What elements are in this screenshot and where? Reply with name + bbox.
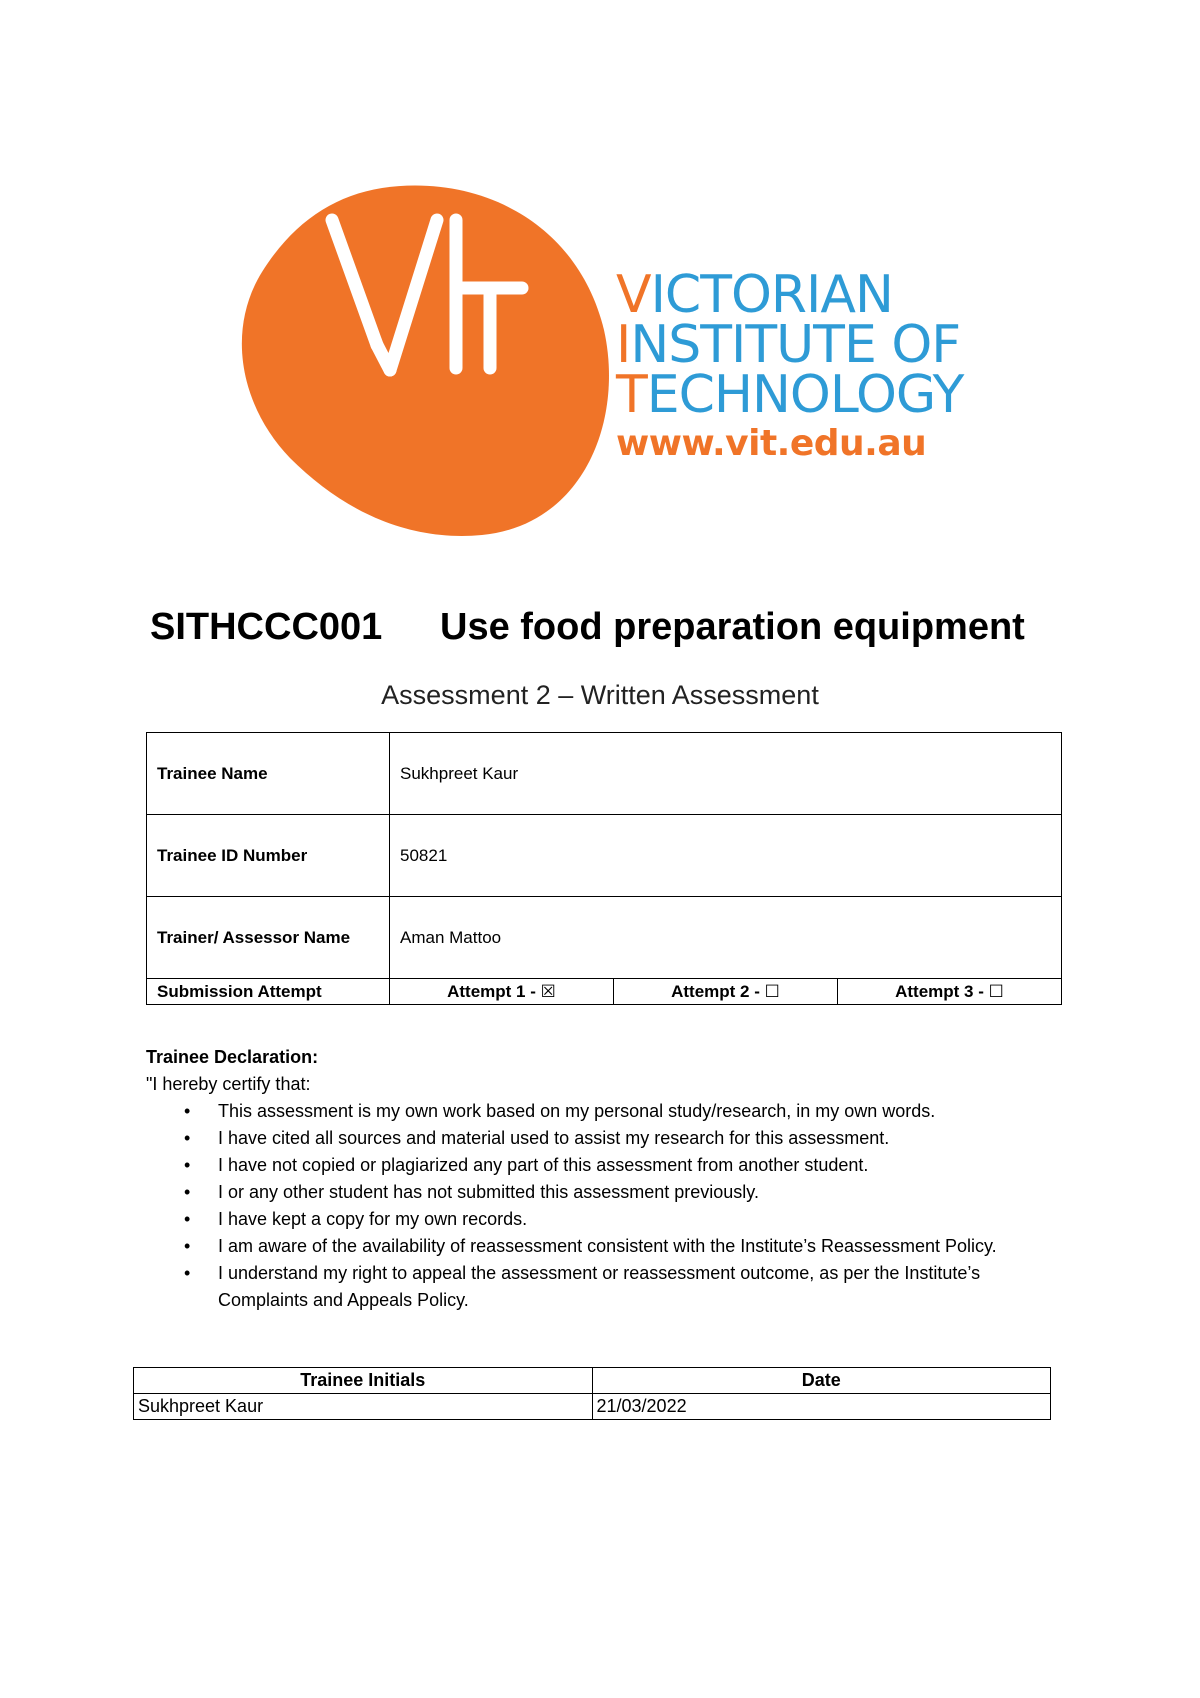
list-item: • I understand my right to appeal the assessment or reassessment outcome, as per the Institute’s Complaints and Appeals Policy. <box>218 1260 1066 1314</box>
attempt-1-cell <box>390 979 614 1005</box>
date-header: Date <box>592 1368 1051 1394</box>
assessor-name-value: Aman Mattoo <box>390 897 1062 979</box>
list-item: • I have not copied or plagiarized any part of this assessment from another student. <box>218 1152 1066 1179</box>
trainee-name-label: Trainee Name <box>147 733 390 815</box>
wordmark-rest: NSTITUTE OF <box>630 315 961 375</box>
wordmark-line-3 <box>616 365 976 425</box>
wordmark-initial: I <box>616 315 631 375</box>
wordmark-rest: ECHNOLOGY <box>646 365 964 425</box>
trainee-id-label: Trainee ID Number <box>147 815 390 897</box>
vit-logo-mark-icon <box>232 180 612 540</box>
declaration-intro: "I hereby certify that: <box>146 1074 311 1094</box>
list-item: • I have cited all sources and material used to assist my research for this assessment. <box>218 1125 1066 1152</box>
unit-title: Use food preparation equipment <box>440 606 1025 648</box>
attempt-3-cell <box>838 979 1062 1005</box>
list-item: • This assessment is my own work based on my personal study/research, in my own words. <box>218 1098 1066 1125</box>
assessment-title: Assessment 2 – Written Assessment <box>381 680 819 710</box>
submission-attempt-label: Submission Attempt <box>147 979 390 1005</box>
list-item: • I or any other student has not submitted this assessment previously. <box>218 1179 1066 1206</box>
trainee-signature-table <box>133 1367 1051 1420</box>
institute-wordmark <box>616 265 976 466</box>
declaration-title: Trainee Declaration: <box>146 1047 319 1067</box>
trainee-declaration <box>146 1044 1066 1314</box>
trainee-initials-value: Sukhpreet Kaur <box>134 1394 593 1420</box>
attempt-2-label: Attempt 2 - <box>671 981 760 1001</box>
wordmark-line-2 <box>616 315 976 375</box>
assessor-name-label: Trainer/ Assessor Name <box>147 897 390 979</box>
page-title <box>150 606 1025 649</box>
wordmark-initial: T <box>616 365 647 425</box>
trainee-id-value: 50821 <box>390 815 1062 897</box>
table-row <box>147 815 1062 897</box>
trainee-name-value: Sukhpreet Kaur <box>390 733 1062 815</box>
list-item: • I am aware of the availability of reassessment consistent with the Institute’s Reassessment Policy. <box>218 1233 1066 1260</box>
table-row <box>147 979 1062 1005</box>
unit-code: SITHCCC001 <box>150 606 383 648</box>
checked-checkbox-icon[interactable]: ☒ <box>540 981 556 1001</box>
attempt-2-cell <box>614 979 838 1005</box>
table-header-row <box>134 1368 1051 1394</box>
trainee-initials-header: Trainee Initials <box>134 1368 593 1394</box>
trainee-info-table <box>146 732 1062 1005</box>
unchecked-checkbox-icon[interactable]: ☐ <box>764 981 780 1001</box>
list-item: • I have kept a copy for my own records. <box>218 1206 1066 1233</box>
attempt-1-label: Attempt 1 - <box>447 981 536 1001</box>
wordmark-rest: ICTORIAN <box>650 265 893 325</box>
date-value: 21/03/2022 <box>592 1394 1051 1420</box>
table-row <box>134 1394 1051 1420</box>
table-row <box>147 733 1062 815</box>
table-row <box>147 897 1062 979</box>
unchecked-checkbox-icon[interactable]: ☐ <box>988 981 1004 1001</box>
declaration-list <box>146 1098 1066 1314</box>
institute-url: www.vit.edu.au <box>616 423 927 464</box>
wordmark-initial: V <box>616 265 651 325</box>
attempt-3-label: Attempt 3 - <box>895 981 984 1001</box>
wordmark-line-1 <box>616 265 976 325</box>
